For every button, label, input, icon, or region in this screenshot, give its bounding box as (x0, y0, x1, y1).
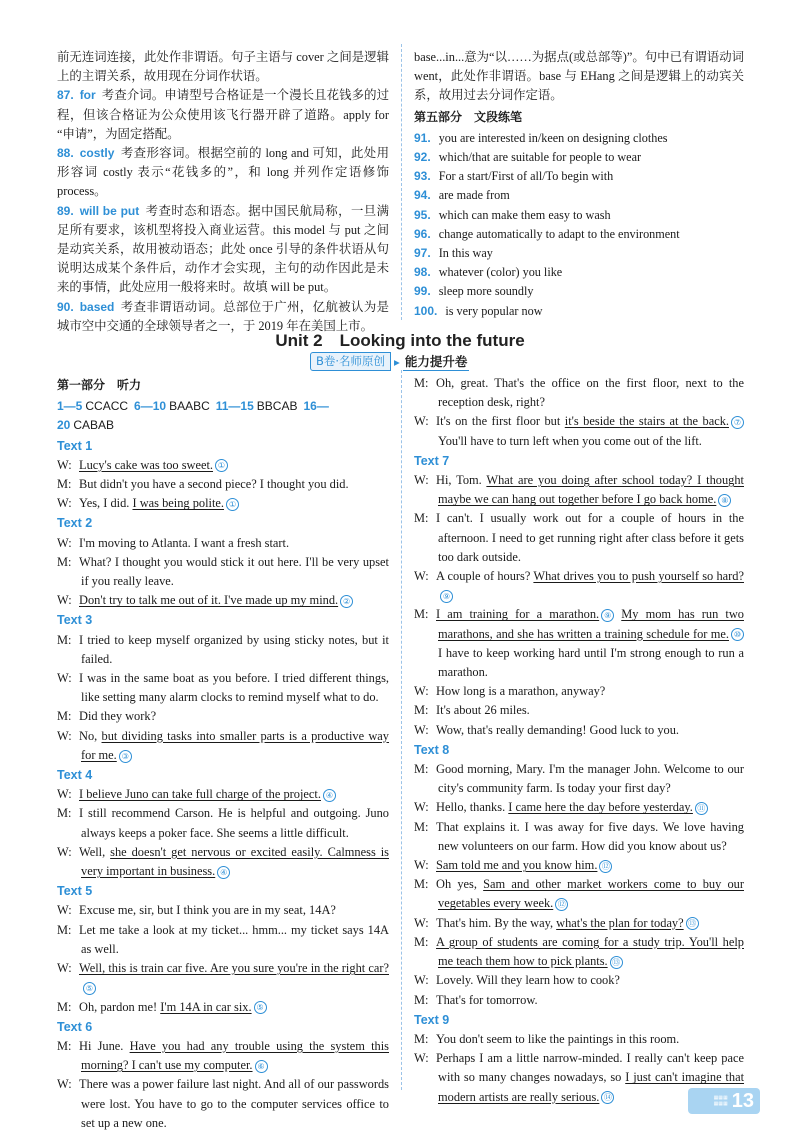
question-number: 97. (414, 246, 431, 261)
page-number: 13 (731, 1089, 754, 1112)
dialogue-line (414, 682, 744, 701)
speaker: M: (414, 703, 429, 718)
speaker: W: (57, 671, 72, 686)
dialogue-line (57, 591, 389, 610)
question-mark: ⑬ (610, 956, 623, 969)
writing-answer-item (414, 225, 744, 244)
answer-88 (57, 144, 389, 202)
speaker: W: (414, 800, 429, 815)
line-text: Perhaps I am a little narrow-minded. I really can't keep pace with so many changes nowadays, so (436, 1051, 744, 1085)
question-number: 95. (414, 207, 431, 222)
listening-left-column (57, 374, 389, 1133)
question-mark: ⑤ (83, 982, 96, 995)
text-heading: Text 3 (57, 613, 93, 628)
line-text: What? I thought you would stick it out here. I'll be very upset if you really leave. (79, 554, 389, 589)
dialogue-line (57, 553, 389, 591)
answer-word: based (79, 299, 115, 314)
line-text: Did they work? (79, 709, 157, 724)
text-heading: Text 6 (57, 1019, 93, 1034)
speaker: M: (57, 632, 72, 647)
line-text: That explains it. I was away for five days. We love having new volunteers on our farm. How did you know about us? (436, 819, 744, 853)
line-text: How long is a marathon, anyway? (436, 684, 606, 699)
answer-text: sleep more soundly (438, 284, 534, 299)
question-number: 100. (414, 303, 438, 318)
line-text: Oh, great. That's the office on the first floor, next to the reception desk, right? (436, 376, 744, 410)
dialogue-line (414, 509, 744, 567)
dialogue-line (414, 760, 744, 798)
dialogue-line (414, 721, 744, 740)
writing-answer-item (414, 282, 744, 301)
dialogue-line (414, 914, 744, 933)
answer-explanations-right (414, 48, 744, 321)
line-text: Excuse me, sir, but I think you are in my seat, 14A? (79, 903, 336, 918)
dialogue-line (57, 959, 389, 997)
dialogue-line (57, 785, 389, 804)
unit-title: Unit 2 Looking into the future (275, 331, 525, 350)
question-mark: ④ (217, 866, 230, 879)
column-divider-top (401, 44, 402, 320)
badge-label: B卷·名师原创 (310, 352, 391, 371)
paper-badge (310, 352, 469, 371)
answer-text: change automatically to adapt to the environment (438, 226, 680, 241)
explanation: 考查时态和语态。据中国民航局称，一旦满足所有要求，该机型将投入商业运营。this model 与 put 之间是动宾关系，故用被动语态；此处 once 引导的条件状语从句说明达成某个条件后，动作才会实现，主句的动作因此是未来的事情，此处应用一般将来时。故填 will be put。 (57, 203, 389, 295)
key-sentence: A group of students are coming for a study trip. You'll help me teach them how to pick plants. (436, 934, 744, 969)
text-heading: Text 5 (57, 884, 93, 899)
dialogue-line (414, 471, 744, 509)
speaker: M: (414, 511, 429, 526)
question-mark: ① (226, 498, 239, 511)
line-text: That's him. By the way, (436, 915, 557, 930)
speaker: W: (414, 569, 429, 584)
key-answers: BAABC (169, 399, 210, 414)
writing-answers-list (414, 129, 744, 321)
line-text: You don't seem to like the paintings in this room. (436, 1031, 680, 1046)
line-text: I still recommend Carson. He is helpful and outgoing. Juno always keeps a poker face. She seems a little difficult. (79, 806, 389, 840)
question-mark: ③ (119, 750, 132, 763)
question-mark: ② (340, 595, 353, 608)
dialogue-line (57, 707, 389, 726)
dialogue-line (57, 921, 389, 959)
key-sentence: Have you had any trouble using the system this morning? I can't use my computer. (81, 1038, 389, 1073)
line-text: Yes, I did. (79, 496, 133, 511)
speaker: W: (414, 722, 429, 737)
text-heading: Text 8 (414, 742, 450, 757)
line-text: Good morning, Mary. I'm the manager John. Welcome to our city's community farm. Is today your first day? (436, 762, 744, 796)
key-range: 6—10 (134, 399, 167, 414)
dialogue-line (57, 1075, 389, 1133)
line-text: Well, (79, 844, 111, 859)
line-text: I tried to keep myself organized by using sticky notes, but it failed. (79, 632, 389, 666)
column-divider-bottom (401, 370, 402, 1090)
question-number: 92. (414, 150, 431, 165)
speaker: M: (57, 477, 72, 492)
answer-89 (57, 202, 389, 298)
writing-answer-item (414, 302, 744, 321)
writing-answer-item (414, 148, 744, 167)
text-heading: Text 4 (57, 768, 93, 783)
text-heading: Text 7 (414, 453, 450, 468)
speaker: M: (414, 762, 429, 777)
question-mark: ⑪ (695, 802, 708, 815)
writing-answer-item (414, 186, 744, 205)
dialogue-line (414, 818, 744, 856)
text-heading: Text 2 (57, 516, 93, 531)
line-text: You'll have to turn left when you come out of the lift. (438, 433, 702, 448)
question-mark: ④ (323, 789, 336, 802)
key-range: 16—20 (57, 399, 329, 433)
text-heading: Text 1 (57, 438, 93, 453)
key-sentence: What drives you to push yourself so hard? (533, 569, 744, 584)
key-sentence: Lucy's cake was too sweet. (79, 457, 214, 472)
line-text: Hi, Tom. (436, 473, 487, 488)
dialogue-line (414, 412, 744, 450)
line-text: Let me take a look at my ticket... hmm... my ticket says 14A as well. (79, 922, 389, 956)
speaker: M: (414, 877, 429, 892)
section-title: 第五部分 文段练笔 (414, 109, 523, 124)
key-answers: CCACC (85, 399, 129, 414)
answer-text: is very popular now (445, 303, 543, 318)
section-title: 第一部分 听力 (57, 378, 142, 392)
dialogue-line (57, 1037, 389, 1075)
speaker: M: (414, 819, 429, 834)
speaker: M: (57, 806, 72, 821)
speaker: W: (57, 496, 72, 511)
key-answers: BBCAB (256, 399, 298, 414)
question-number: 89. (57, 203, 74, 218)
answer-explanations-left (57, 48, 389, 336)
key-sentence: Sam and other market workers come to buy our vegetables every week. (438, 877, 744, 911)
line-text: Oh yes, (436, 877, 484, 892)
line-text: A couple of hours? (436, 569, 534, 584)
question-mark: ⑥ (255, 1060, 268, 1073)
question-number: 96. (414, 226, 431, 241)
speaker: W: (414, 414, 429, 429)
speaker: W: (57, 593, 72, 608)
speaker: W: (414, 858, 429, 873)
dialogue-line (414, 567, 744, 605)
dialogue-line (414, 701, 744, 720)
question-mark: ⑫ (599, 860, 612, 873)
dialogue-line (57, 804, 389, 842)
dialogue-line (414, 798, 744, 817)
speaker: M: (57, 1038, 72, 1053)
line-text: No, (79, 728, 102, 743)
key-sentence: My mom has run two marathons, and she has written a training schedule for me. (438, 607, 744, 641)
badge-arrow-icon: ▸ (394, 354, 400, 369)
line-text: Wow, that's really demanding! Good luck to you. (436, 722, 680, 737)
answer-key (57, 397, 389, 435)
question-mark: ⑩ (731, 628, 744, 641)
speaker: M: (57, 999, 72, 1014)
dialogue-line (57, 727, 389, 765)
line-text: Oh, pardon me! (79, 999, 161, 1014)
line-text: There was a power failure last night. And all of our passwords were lost. You have to go to the computer services office to set up a new one. (79, 1077, 389, 1130)
writing-answer-item (414, 263, 744, 282)
writing-answer-item (414, 244, 744, 263)
answer-text: are made from (438, 188, 510, 203)
writing-answer-item (414, 129, 744, 148)
dialogue-line (414, 933, 744, 971)
dialogue-line (414, 374, 744, 412)
dialogue-line (414, 875, 744, 913)
writing-answer-item (414, 167, 744, 186)
speaker: W: (414, 915, 429, 930)
speaker: W: (57, 903, 72, 918)
speaker: W: (57, 844, 72, 859)
speaker: M: (414, 376, 429, 390)
question-mark: ① (215, 459, 228, 472)
question-number: 93. (414, 169, 431, 184)
question-mark: ⑧ (718, 494, 731, 507)
speaker: W: (414, 973, 429, 988)
key-sentence: Well, this is train car five. Are you sure you're in the right car? (79, 961, 389, 976)
key-range: 1—5 (57, 399, 83, 414)
speaker: W: (57, 728, 72, 743)
key-answers: CABAB (73, 418, 115, 433)
question-mark: ⑨ (601, 609, 614, 622)
question-number: 87. (57, 88, 74, 103)
speaker: W: (414, 684, 429, 699)
dialogue-line (57, 669, 389, 707)
answer-word: costly (79, 146, 115, 161)
dialogue-line (414, 1030, 744, 1049)
question-mark: ⑦ (731, 416, 744, 429)
key-sentence: I believe Juno can take full charge of the project. (79, 787, 321, 802)
dialogue-line (57, 475, 389, 494)
speaker: M: (414, 934, 429, 949)
badge-title: 能力提升卷 (404, 354, 468, 369)
question-mark: ⑬ (686, 917, 699, 930)
key-sentence: she doesn't get nervous or excited easily. Calmness is very important in business. (81, 844, 389, 879)
line-text: Lovely. Will they learn how to cook? (436, 973, 620, 988)
key-sentence: Sam told me and you know him. (436, 858, 598, 873)
key-sentence: it's beside the stairs at the back. (564, 414, 729, 429)
line-text: It's on the first floor but (436, 414, 565, 429)
line-text: It's about 26 miles. (436, 703, 530, 718)
dialogue-line (57, 456, 389, 475)
dialogue-line (57, 534, 389, 553)
key-sentence: I am training for a marathon. (436, 607, 600, 622)
speaker: M: (414, 1031, 429, 1046)
answer-text: you are interested in/keen on designing clothes (438, 130, 668, 145)
question-number: 94. (414, 188, 431, 203)
dialogue-line (57, 901, 389, 920)
key-range: 11—15 (215, 399, 254, 414)
speaker: M: (57, 922, 72, 937)
line-text: But didn't you have a second piece? I thought you did. (79, 477, 349, 492)
question-number: 99. (414, 284, 431, 299)
speaker: W: (57, 787, 72, 802)
brand-logo-icon: ▦▦▦ ▦▦▦ (713, 1095, 728, 1107)
dialogue-line (57, 494, 389, 513)
line-text: I have to keep working hard until I'm strong enough to run a marathon. (438, 645, 744, 680)
line-text: Hi June. (79, 1038, 130, 1053)
answer-87 (57, 86, 389, 144)
dialogue-line (414, 991, 744, 1010)
answer-text: In this way (438, 246, 493, 261)
speaker: M: (57, 709, 72, 724)
question-mark: ⑤ (254, 1001, 267, 1014)
line-text: I can't. I usually work out for a couple of hours in the afternoon. I need to get running right after class before it gets too dark outside. (436, 511, 744, 564)
dialogue-line (57, 843, 389, 881)
writing-answer-item (414, 206, 744, 225)
paragraph: 前无连词连接，此处作非谓语。句子主语与 cover 之间是逻辑上的主谓关系，故用现在分词作状语。 (57, 50, 389, 84)
question-number: 91. (414, 130, 431, 145)
dialogue-line (414, 971, 744, 990)
speaker: W: (57, 457, 72, 472)
key-sentence: I just can't imagine that modern artists are really serious. (438, 1070, 745, 1104)
line-text: Hello, thanks. (436, 800, 509, 815)
answer-word: will be put (79, 203, 140, 218)
explanation: 考查介词。申请型号合格证是一个漫长且花钱多的过程，但该合格证为公众使用该飞行器开辟了道路。apply for “申请”，为固定搭配。 (57, 88, 389, 141)
key-sentence: Don't try to talk me out of it. I've made up my mind. (79, 593, 339, 608)
dialogue-line (57, 998, 389, 1017)
key-sentence: I was being polite. (132, 496, 225, 511)
speaker: M: (414, 992, 429, 1007)
paragraph: base...in...意为“以……为据点(或总部等)”。句中已有谓语动词 went，此处作非谓语。base 与 EHang 之间是逻辑上的动宾关系，故用过去分词作定语。 (414, 50, 744, 103)
speaker: W: (57, 1077, 72, 1092)
line-text: I'm moving to Atlanta. I want a fresh start. (79, 535, 290, 550)
key-sentence: but dividing tasks into smaller parts is a productive way for me. (81, 728, 390, 762)
answer-text: For a start/First of all/To begin with (438, 169, 614, 184)
answer-word: for (79, 88, 96, 103)
answer-text: whatever (color) you like (438, 265, 563, 280)
speaker: W: (414, 473, 429, 488)
speaker: W: (57, 535, 72, 550)
question-mark: ⑨ (440, 590, 453, 603)
dialogue-line (414, 605, 744, 682)
answer-text: which/that are suitable for people to wear (438, 150, 642, 165)
speaker: M: (414, 607, 429, 622)
explanation: 考查非谓语动词。总部位于广州，亿航被认为是城市空中交通的全球领导者之一，于 2019 年在美国上市。 (57, 299, 389, 333)
speaker: W: (57, 961, 72, 976)
line-text: That's for tomorrow. (436, 992, 538, 1007)
speaker: M: (57, 554, 72, 569)
key-sentence: I'm 14A in car six. (160, 999, 252, 1014)
line-text: I was in the same boat as you before. I tried different things, like setting many alarm clocks to remind myself what to do. (79, 671, 389, 705)
question-number: 98. (414, 265, 431, 280)
question-number: 90. (57, 299, 74, 314)
page-number-tab (688, 1088, 760, 1114)
key-sentence: what's the plan for today? (556, 915, 684, 930)
text-heading: Text 9 (414, 1012, 450, 1027)
question-mark: ⑫ (555, 898, 568, 911)
question-number: 88. (57, 146, 74, 161)
key-sentence: What are you doing after school today? I thought maybe we can hang out together before I go back home. (438, 473, 744, 507)
speaker: W: (414, 1051, 429, 1066)
answer-text: which can make them easy to wash (438, 207, 611, 222)
explanation: 考查形容词。根据空前的 long and 可知，此处用形容词 costly 表示“花钱多的”，和 long 并列作定语修饰 process。 (57, 146, 389, 199)
dialogue-line (414, 856, 744, 875)
listening-right-column (414, 374, 744, 1107)
question-mark: ⑭ (601, 1091, 614, 1104)
key-sentence: I came here the day before yesterday. (508, 800, 693, 815)
dialogue-line (57, 631, 389, 669)
